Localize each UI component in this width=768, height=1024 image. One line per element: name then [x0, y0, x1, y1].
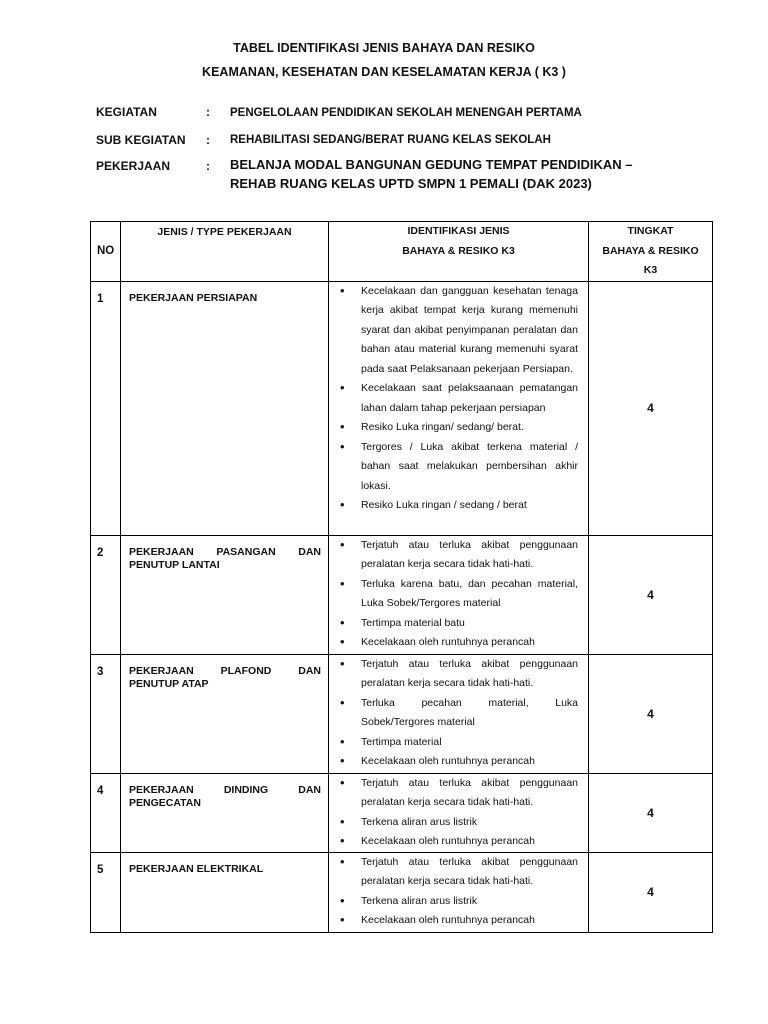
table-row — [91, 852, 713, 932]
risk-list-cell — [329, 773, 589, 852]
risk-item: • Terkena aliran arus listrik — [336, 813, 578, 833]
sub-kegiatan-colon: : — [206, 133, 210, 147]
risk-list — [336, 655, 578, 772]
risk-item: • Kecelakaan dan gangguan kesehatan tenaga kerja akibat tempat kerja kurang memenuhi syarat dan akibat penyimpanan peralatan dan bahan atau material kurang memenuhi syarat pada saat Pelaksanaan pekerjaan Persiapan. — [336, 282, 578, 380]
job-type-line2: PENUTUP ATAP — [129, 677, 209, 690]
risk-level: 4 — [589, 535, 713, 654]
risk-item: • Terjatuh atau terluka akibat penggunaan peralatan kerja secara tidak hati-hati. — [336, 536, 578, 575]
row-number: 1 — [91, 281, 121, 535]
document-subtitle: KEAMANAN, KESEHATAN DAN KESELAMATAN KERJA ( K3 ) — [202, 65, 566, 79]
row-number: 4 — [91, 773, 121, 852]
risk-item: • Kecelakaan oleh runtuhnya perancah — [336, 911, 578, 931]
risk-item: • Kecelakaan oleh runtuhnya perancah — [336, 633, 578, 653]
hazard-table — [90, 221, 713, 933]
risk-item: • Terluka karena batu, dan pecahan material, Luka Sobek/Tergores material — [336, 575, 578, 614]
pekerjaan-value-line2: REHAB RUANG KELAS UPTD SMPN 1 PEMALI (DAK 2023) — [230, 176, 592, 191]
header-tingkat-line2: BAHAYA & RESIKO — [602, 244, 699, 257]
kegiatan-colon: : — [206, 105, 210, 119]
risk-list — [336, 853, 578, 931]
kegiatan-value: PENGELOLAAN PENDIDIKAN SEKOLAH MENENGAH PERTAMA — [230, 107, 582, 119]
header-identifikasi — [329, 222, 589, 282]
risk-item: • Terkena aliran arus listrik — [336, 892, 578, 912]
sub-kegiatan-value: REHABILITASI SEDANG/BERAT RUANG KELAS SEKOLAH — [230, 134, 551, 146]
job-type-line1: PEKERJAAN ELEKTRIKAL — [129, 862, 264, 875]
job-type — [121, 281, 329, 535]
header-no: NO — [91, 222, 121, 282]
risk-item: • Tertimpa material — [336, 733, 578, 753]
header-identifikasi-line2: BAHAYA & RESIKO K3 — [402, 244, 515, 257]
table-row — [91, 281, 713, 535]
pekerjaan-value — [230, 155, 633, 193]
risk-item: • Terjatuh atau terluka akibat penggunaan peralatan kerja secara tidak hati-hati. — [336, 655, 578, 694]
job-type — [121, 773, 329, 852]
job-type-line1: PEKERJAAN PERSIAPAN — [129, 291, 258, 304]
risk-item: • Kecelakaan oleh runtuhnya perancah — [336, 832, 578, 852]
job-type-line2: PENGECATAN — [129, 796, 201, 809]
job-type — [121, 852, 329, 932]
row-number: 2 — [91, 535, 121, 654]
document-title: TABEL IDENTIFIKASI JENIS BAHAYA DAN RESIKO — [233, 41, 535, 55]
risk-list — [336, 282, 578, 516]
risk-list — [336, 774, 578, 852]
risk-level: 4 — [589, 654, 713, 773]
risk-item: • Terluka pecahan material, Luka Sobek/Tergores material — [336, 694, 578, 733]
header-tingkat — [589, 222, 713, 282]
header-tingkat-line1: TINGKAT — [627, 225, 674, 237]
risk-item: • Resiko Luka ringan/ sedang/ berat. — [336, 418, 578, 438]
risk-item: • Terjatuh atau terluka akibat penggunaan peralatan kerja secara tidak hati-hati. — [336, 774, 578, 813]
table-row — [91, 654, 713, 773]
pekerjaan-colon: : — [206, 159, 210, 173]
job-type-line1: PEKERJAAN DINDING DAN — [129, 783, 321, 796]
table-row — [91, 773, 713, 852]
risk-item: • Tergores / Luka akibat terkena material / bahan saat melakukan pembersihan akhir lokasi. — [336, 438, 578, 497]
risk-level: 4 — [589, 852, 713, 932]
row-number: 5 — [91, 852, 121, 932]
job-type-line2: PENUTUP LANTAI — [129, 558, 220, 571]
risk-item: • Kecelakaan oleh runtuhnya perancah — [336, 752, 578, 772]
job-type — [121, 654, 329, 773]
job-type-line1: PEKERJAAN PASANGAN DAN — [129, 545, 321, 558]
risk-level: 4 — [589, 773, 713, 852]
row-number: 3 — [91, 654, 121, 773]
sub-kegiatan-label: SUB KEGIATAN — [96, 133, 186, 147]
pekerjaan-label: PEKERJAAN — [96, 159, 171, 173]
risk-item: • Tertimpa material batu — [336, 614, 578, 634]
header-tingkat-line3: K3 — [643, 264, 658, 276]
risk-item: • Kecelakaan saat pelaksaanaan pematangan lahan dalam tahap pekerjaan persiapan — [336, 379, 578, 418]
risk-list-cell — [329, 852, 589, 932]
table-row — [91, 535, 713, 654]
risk-list-cell — [329, 535, 589, 654]
job-type-line1: PEKERJAAN PLAFOND DAN — [129, 664, 321, 677]
header-identifikasi-line1: IDENTIFIKASI JENIS — [407, 225, 510, 237]
table-header-row — [91, 222, 713, 282]
risk-list-cell — [329, 654, 589, 773]
risk-item: • Resiko Luka ringan / sedang / berat — [336, 496, 578, 516]
header-jenis-pekerjaan: JENIS / TYPE PEKERJAAN — [121, 222, 329, 282]
risk-level: 4 — [589, 281, 713, 535]
pekerjaan-value-line1: BELANJA MODAL BANGUNAN GEDUNG TEMPAT PENDIDIKAN – — [230, 157, 633, 172]
kegiatan-label: KEGIATAN — [96, 105, 157, 119]
risk-item: • Terjatuh atau terluka akibat penggunaan peralatan kerja secara tidak hati-hati. — [336, 853, 578, 892]
risk-list — [336, 536, 578, 653]
risk-list-cell — [329, 281, 589, 535]
job-type — [121, 535, 329, 654]
